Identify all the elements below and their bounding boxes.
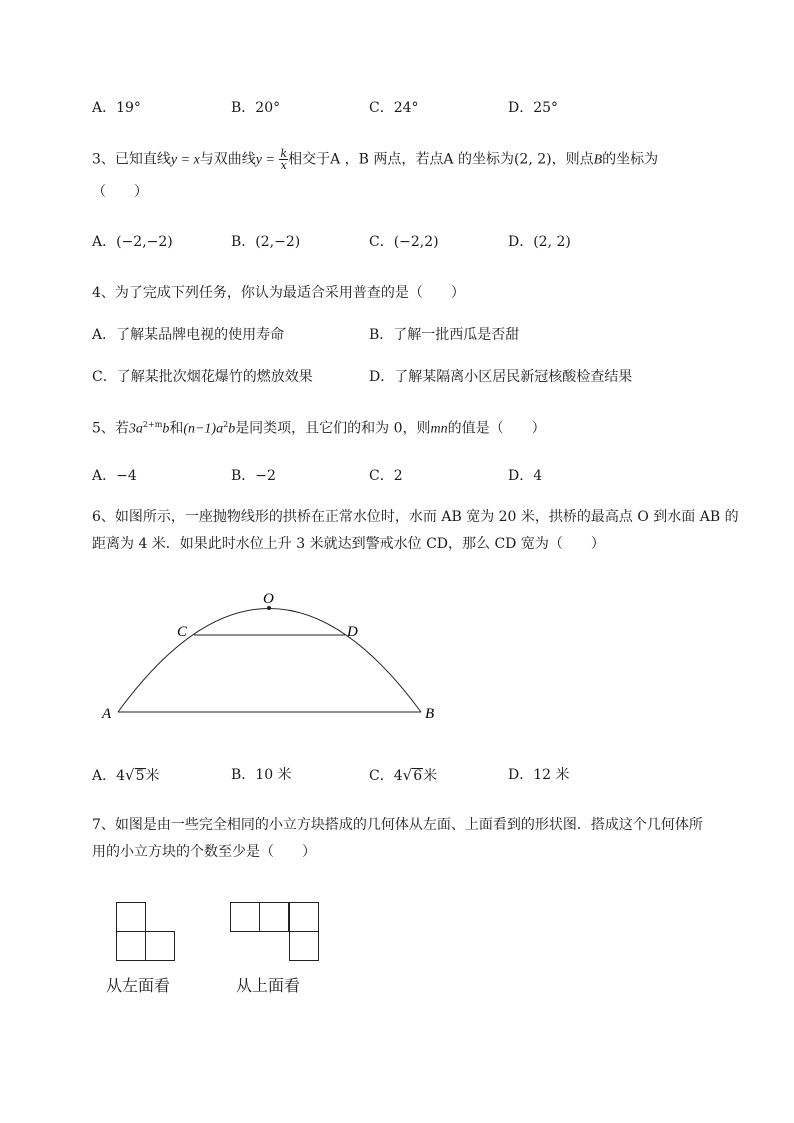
label-b: B (425, 706, 435, 722)
q2-option-c: C．24° (369, 100, 419, 116)
label-o: O (263, 591, 274, 607)
q5-option-a: A．−4 (92, 468, 137, 484)
q3-option-d: D．(2, 2) (508, 234, 571, 250)
left-view-cell (116, 902, 146, 932)
q6-stem-line1: 6、如图所示，一座抛物线形的拱桥在正常水位时，水而 AB 宽为 20 米，拱桥的最高点 O 到水面 AB 的 (92, 509, 739, 525)
q2-option-b: B．20° (231, 100, 281, 116)
top-view-cell (289, 902, 319, 932)
q6-option-c: C．4√6米 (369, 766, 438, 784)
q5-stem: 5、若$3a^{2+m}b$和$(n-1)a^2b$是同类项，且它们的和为 0，则mn的值是（ ） (92, 420, 546, 437)
label-a: A (102, 706, 112, 722)
q4-stem: 4、为了完成下列任务，你认为最适合采用普查的是（ ） (92, 285, 465, 301)
caption-top-view: 从上面看 (236, 976, 301, 995)
q2-option-a: A．19° (92, 100, 141, 116)
q5-option-d: D．4 (508, 468, 543, 484)
caption-left-view: 从左面看 (106, 976, 171, 995)
q6-option-a: A．4√5米 (92, 766, 160, 784)
q5-option-c: C．2 (369, 468, 403, 484)
q6-option-d: D．12 米 (508, 767, 570, 783)
q3-option-c: C．(−2,2) (369, 234, 439, 250)
q3-paren: （ ） (92, 184, 148, 200)
parabola-arch (118, 609, 421, 713)
q6-option-b: B．10 米 (231, 767, 292, 783)
left-view-cell (116, 931, 146, 961)
q4-option-d: D．了解某隔离小区居民新冠核酸检查结果 (369, 369, 633, 385)
top-view-cell (289, 931, 319, 961)
q2-option-d: D．25° (508, 100, 559, 116)
top-view-cell (230, 902, 260, 932)
q5-option-b: B．−2 (231, 468, 276, 484)
label-c: C (177, 624, 188, 640)
left-view-cell (145, 931, 175, 961)
q4-option-b: B．了解一批西瓜是否甜 (369, 327, 520, 343)
q7-stem-line2: 用的小立方块的个数至少是（ ） (92, 844, 316, 860)
q3-stem: 3、已知直线y = x与双曲线y = $\frac{k}{x}$ 相交于A ，B 两点，若点A 的坐标为(2, 2)，则点B的坐标为 (92, 147, 659, 172)
q7-stem-line1: 7、如图是由一些完全相同的小立方块搭成的几何体从左面、上面看到的形状图．搭成这个几何体所 (92, 817, 703, 833)
label-d: D (347, 624, 358, 640)
q4-option-a: A．了解某品牌电视的使用寿命 (92, 327, 285, 343)
top-view-cell (259, 902, 289, 932)
q4-option-c: C．了解某批次烟花爆竹的燃放效果 (92, 369, 313, 385)
q3-option-a: A．(−2,−2) (92, 234, 173, 250)
q6-stem-line2: 距离为 4 米．如果此时水位上升 3 米就达到警戒水位 CD，那么 CD 宽为（ ） (92, 536, 605, 552)
q3-option-b: B．(2,−2) (231, 234, 301, 250)
q3-fraction: $\frac{k}{x}$ (280, 147, 288, 172)
